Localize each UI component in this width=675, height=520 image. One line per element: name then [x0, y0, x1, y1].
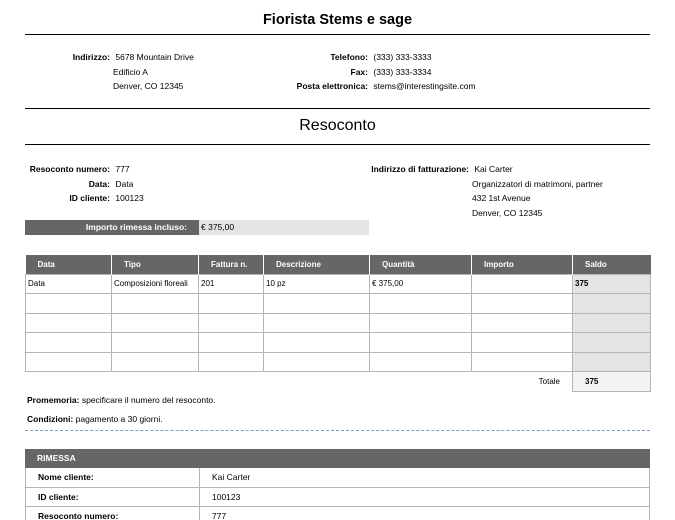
column-header-descrizione: Descrizione: [264, 255, 370, 274]
billing-line-1: Kai Carter: [474, 164, 513, 174]
table-row: [26, 313, 651, 333]
customer-id-label: ID cliente:: [69, 193, 110, 203]
table-cell[interactable]: [199, 313, 264, 333]
table-cell[interactable]: € 375,00: [370, 274, 472, 294]
reminder-note: [27, 395, 216, 405]
remittance-included-bar: [25, 220, 369, 235]
remittance-included-value[interactable]: € 375,00: [199, 220, 369, 235]
company-name: Fiorista Stems e sage: [262, 12, 413, 28]
column-header-importo: Importo: [472, 255, 573, 274]
remittance-row-label: Nome cliente:: [26, 468, 200, 487]
table-cell[interactable]: [199, 352, 264, 372]
remittance-row-value[interactable]: 100123: [212, 491, 241, 502]
column-header-fattura: Fattura n.: [199, 255, 264, 274]
table-cell[interactable]: [472, 333, 573, 353]
table-cell[interactable]: [26, 313, 112, 333]
column-header-quantita: Quantità: [370, 255, 472, 274]
header-divider: [25, 34, 650, 35]
title-top-divider: [25, 108, 650, 109]
table-row: [26, 333, 651, 353]
reminder-text: specificare il numero del resoconto.: [81, 395, 216, 405]
table-cell[interactable]: [472, 313, 573, 333]
billing-label: Indirizzo di fatturazione:: [371, 164, 469, 174]
remittance-row: [25, 468, 650, 488]
email-label: Posta elettronica:: [296, 81, 368, 91]
table-cell[interactable]: [472, 274, 573, 294]
table-cell[interactable]: [264, 294, 370, 314]
terms-text: pagamento a 30 giorni.: [75, 414, 163, 424]
phone-label: Telefono:: [330, 52, 368, 62]
table-cell[interactable]: [264, 352, 370, 372]
table-cell[interactable]: [199, 294, 264, 314]
fax-label: Fax:: [350, 66, 368, 77]
address-line-3: Denver, CO 12345: [113, 81, 184, 91]
table-cell[interactable]: [370, 352, 472, 372]
table-cell-saldo[interactable]: [573, 313, 651, 333]
total-value[interactable]: 375: [573, 372, 651, 392]
title-bottom-divider: [25, 144, 650, 145]
address-line-1: 5678 Mountain Drive: [115, 52, 194, 62]
table-cell-saldo[interactable]: [573, 352, 651, 372]
terms-label: Condizioni:: [27, 414, 74, 424]
billing-line-2: Organizzatori di matrimoni, partner: [472, 178, 603, 189]
table-cell[interactable]: [472, 294, 573, 314]
total-label: Totale: [538, 377, 560, 386]
sender-contacts: [260, 52, 476, 96]
column-header-saldo: Saldo: [573, 255, 651, 274]
email-value[interactable]: stems@interestingsite.com: [373, 81, 476, 91]
phone-value: (333) 333-3333: [373, 52, 432, 62]
table-cell-saldo[interactable]: [573, 294, 651, 314]
remittance-row-value[interactable]: 777: [212, 511, 227, 520]
remittance-header: RIMESSA: [25, 449, 650, 468]
remittance-row: [25, 507, 650, 520]
table-cell[interactable]: [112, 352, 199, 372]
sender-address: [25, 52, 194, 96]
table-cell[interactable]: [112, 333, 199, 353]
table-cell[interactable]: 10 pz: [264, 274, 370, 294]
table-cell[interactable]: [370, 313, 472, 333]
table-cell[interactable]: [264, 333, 370, 353]
statement-table: [25, 255, 651, 392]
remittance-slip: [25, 449, 650, 520]
table-cell[interactable]: Data: [26, 274, 112, 294]
table-row: [26, 294, 651, 314]
statement-info: [25, 164, 144, 208]
fax-value: (333) 333-3334: [373, 66, 432, 77]
table-cell[interactable]: [370, 294, 472, 314]
remittance-row-label: ID cliente:: [26, 488, 200, 507]
table-cell[interactable]: [26, 333, 112, 353]
address-label: Indirizzo:: [72, 52, 110, 62]
table-cell[interactable]: 201: [199, 274, 264, 294]
table-header-row: [26, 255, 651, 274]
table-cell[interactable]: [370, 333, 472, 353]
table-cell[interactable]: [26, 352, 112, 372]
total-row: [26, 372, 651, 392]
table-row: [26, 352, 651, 372]
remittance-row-value[interactable]: Kai Carter: [212, 472, 251, 482]
page-title: Resoconto: [299, 117, 376, 134]
reminder-label: Promemoria:: [27, 395, 80, 405]
statement-number-value: 777: [115, 164, 130, 174]
table-cell[interactable]: Composizioni floreali: [112, 274, 199, 294]
date-value: Data: [115, 178, 134, 189]
billing-address: [350, 164, 603, 222]
table-cell-saldo[interactable]: 375: [573, 274, 651, 294]
column-header-tipo: Tipo: [112, 255, 199, 274]
table-cell[interactable]: [26, 294, 112, 314]
remittance-row: [25, 488, 650, 508]
terms-note: [27, 414, 163, 424]
table-row: [26, 274, 651, 294]
column-header-data: Data: [26, 255, 112, 274]
cut-line: [25, 430, 650, 431]
table-cell[interactable]: [112, 313, 199, 333]
address-line-2: Edificio A: [113, 66, 148, 77]
table-cell[interactable]: [112, 294, 199, 314]
date-label: Data:: [88, 178, 110, 189]
table-cell[interactable]: [199, 333, 264, 353]
billing-line-3: 432 1st Avenue: [472, 193, 531, 203]
table-cell[interactable]: [472, 352, 573, 372]
remittance-included-label: Importo rimessa incluso:: [25, 220, 199, 235]
billing-line-4: Denver, CO 12345: [472, 207, 543, 218]
table-cell-saldo[interactable]: [573, 333, 651, 353]
remittance-row-label: Resoconto numero:: [26, 507, 200, 520]
statement-number-label: Resoconto numero:: [29, 164, 110, 174]
table-cell[interactable]: [264, 313, 370, 333]
customer-id-value: 100123: [115, 193, 144, 203]
